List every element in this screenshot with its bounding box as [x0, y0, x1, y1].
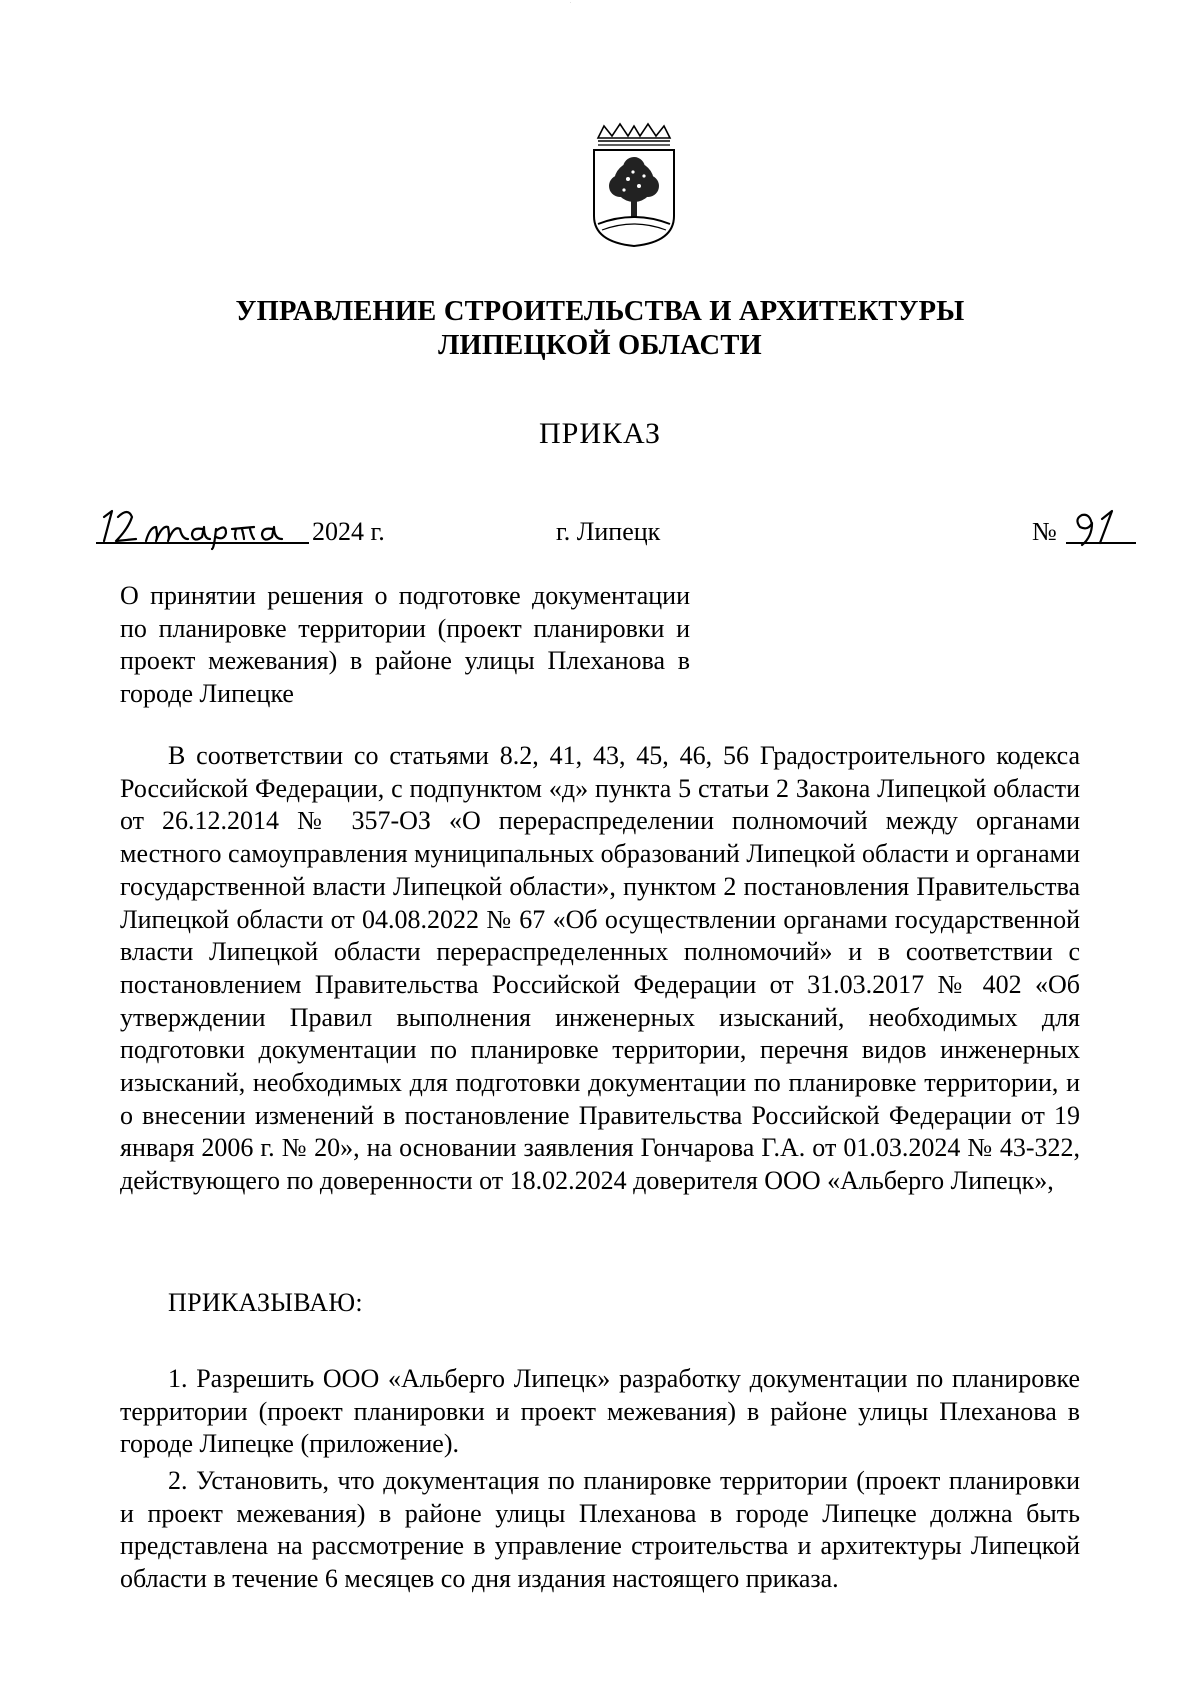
- number-label: №: [1032, 517, 1057, 546]
- order-item: 1. Разрешить ООО «Альберго Липецк» разработку документации по планировке территории (проект планировки и проект межевания) в районе улицы Плеханова в городе Липецке (приложение).: [120, 1364, 1080, 1459]
- issuing-city: г. Липецк: [556, 517, 661, 546]
- coat-of-arms-emblem: [586, 124, 682, 248]
- organization-name-line2: ЛИПЕЦКОЙ ОБЛАСТИ: [438, 330, 762, 361]
- number-underline: [1066, 542, 1136, 544]
- document-type-title: ПРИКАЗ: [539, 417, 661, 450]
- organization-name-line1: УПРАВЛЕНИЕ СТРОИТЕЛЬСТВА И АРХИТЕКТУРЫ: [235, 296, 965, 327]
- date-underline: [96, 542, 309, 544]
- preamble-paragraph: В соответствии со статьями 8.2, 41, 43, 45, 46, 56 Градостроительного кодекса Российской Федерации, с подпунктом «д» пункта 5 статьи 2 Закона Липецкой области от 26.12.2014 № 357-ОЗ «О перераспределении полномочий между органами местного самоуправления муниципальных образований Липецкой области и органами государственной власти Липецкой области», пунктом 2 постановления Правительства Липецкой области от 04.08.2022 № 67 «Об осуществлении органами государственной власти Липецкой области перераспределенных полномочий» и в соответствии с постановлением Правительства Российской Федерации от 31.03.2017 № 402 «Об утверждении Правил выполнения инженерных изысканий, необходимых для подготовки документации по планировке территории, перечня видов инженерных изысканий, необходимых для подготовки документации по планировке территории, и о внесении изменений в постановление Правительства Российской Федерации от 19 января 2006 г. № 20», на основании заявления Гончарова Г.А. от 01.03.2024 № 43-322, действующего по доверенности от 18.02.2024 доверителя ООО «Альберго Липецк»,: [120, 741, 1080, 1196]
- order-item: 2. Установить, что документация по планировке территории (проект планировки и проект межевания) в районе улицы Плеханова в городе Липецке должна быть представлена на рассмотрение в управление строительства и архитектуры Липецкой области в течение 6 месяцев со дня издания настоящего приказа.: [120, 1466, 1080, 1594]
- order-directive: ПРИКАЗЫВАЮ:: [168, 1288, 363, 1317]
- date-year: 2024 г.: [312, 517, 385, 546]
- document-subject: О принятии решения о подготовке документации по планировке территории (проект планировки и проект межевания) в районе улицы Плеханова в городе Липецке: [120, 581, 690, 709]
- svg-text:91: 91: [570, 3, 571, 4]
